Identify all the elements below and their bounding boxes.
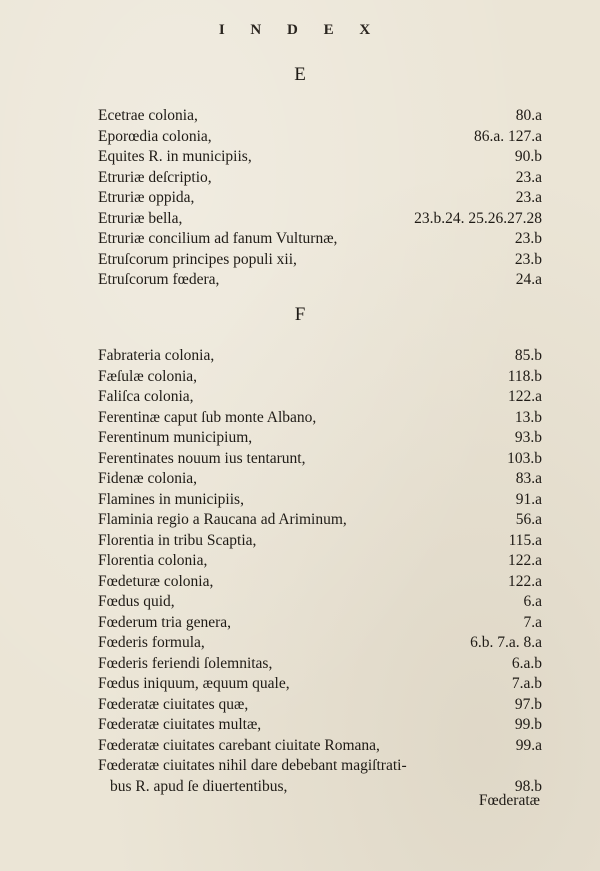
entry-ref: 24.a [515, 271, 542, 288]
entry-term: Florentia colonia, [98, 552, 208, 569]
entry-term: Fœderatæ ciuitates carebant ciuitate Romana, [98, 736, 380, 754]
entry-term-continuation: bus R. apud ſe diuertentibus, [110, 777, 288, 795]
index-entry [98, 209, 542, 230]
index-entry [98, 510, 542, 531]
entry-term: Fœderis feriendi ſolemnitas, [98, 654, 273, 672]
entry-term: Fœdus quid, [98, 593, 175, 610]
entry-ref: 122.a [507, 552, 542, 569]
index-entry [98, 715, 542, 736]
entry-term: Etruriæ oppida, [98, 189, 195, 206]
entry-ref: 118.b [507, 367, 542, 385]
index-entry [98, 449, 542, 470]
index-entry [98, 147, 542, 168]
entry-term: Ferentinum municipium, [98, 429, 253, 446]
entry-ref: 99.a [515, 736, 542, 754]
entry-ref: 90.b [514, 148, 542, 165]
index-entry [98, 490, 542, 511]
section-letter-f: F [294, 304, 306, 325]
entry-term: Fæſulæ colonia, [98, 367, 198, 385]
index-entry [98, 469, 542, 490]
entry-ref: 23.b [514, 230, 542, 247]
index-entry [98, 428, 542, 449]
entry-term: Fœderatæ ciuitates nihil dare debebant magiſtrati- [98, 757, 407, 774]
index-entry [98, 633, 542, 654]
index-entry [98, 756, 542, 797]
entry-ref: 85.b [514, 347, 542, 364]
entry-term: Fœderatæ ciuitates multæ, [98, 716, 262, 733]
entry-ref: 83.a [515, 470, 542, 487]
entry-term: Eporœdia colonia, [98, 127, 212, 145]
entry-term: Faliſca colonia, [98, 388, 194, 405]
entry-term: Ecetrae colonia, [98, 107, 198, 124]
index-entry [98, 250, 542, 271]
entry-ref: 86.a. 127.a [473, 127, 542, 145]
section-letter-e: E [294, 64, 306, 85]
index-entry [98, 551, 542, 572]
entry-term: Flamines in municipiis, [98, 490, 244, 508]
entry-term: Fœdus iniquum, æquum quale, [98, 675, 290, 692]
entry-ref: 80.a [515, 107, 542, 124]
index-entry [98, 736, 542, 757]
index-entry [98, 592, 542, 613]
index-entry [98, 346, 542, 367]
index-entry [98, 572, 542, 593]
index-entry [98, 531, 542, 552]
index-entry [98, 188, 542, 209]
entry-ref: 6.a.b [511, 654, 542, 672]
entry-term: Etruſcorum fœdera, [98, 271, 220, 288]
index-entry [98, 674, 542, 695]
entry-ref: 23.a [515, 189, 542, 206]
section-e-entries [98, 106, 542, 291]
entry-term: Ferentinæ caput ſub monte Albano, [98, 408, 317, 426]
entry-term: Fabrateria colonia, [98, 347, 215, 364]
entry-term: Equites R. in municipiis, [98, 148, 252, 165]
index-entry [98, 367, 542, 388]
entry-ref: 6.b. 7.a. 8.a [470, 634, 542, 651]
index-entry [98, 408, 542, 429]
entry-ref: 7.a.b [511, 675, 542, 692]
entry-term: Flaminia regio a Raucana ad Ariminum, [98, 511, 347, 528]
index-entry [98, 613, 542, 634]
entry-ref: 91.a [515, 490, 542, 508]
running-head: I N D E X [218, 22, 382, 38]
entry-ref: 122.a [507, 572, 542, 590]
entry-ref: 99.b [514, 716, 542, 733]
entry-ref: 13.b [514, 408, 542, 426]
index-entry [98, 127, 542, 148]
entry-ref: 23.b.24. 25.26.27.28 [414, 209, 542, 227]
entry-ref: 56.a [515, 511, 542, 528]
entry-term: Fœderis formula, [98, 634, 205, 651]
entry-ref: 98.b [514, 777, 542, 795]
entry-term: Fœdeturæ colonia, [98, 572, 214, 590]
entry-ref: 115.a [508, 531, 542, 549]
entry-ref: 122.a [507, 388, 542, 405]
catchword: Fœderatæ [478, 792, 540, 809]
index-entry [98, 168, 542, 189]
entry-term: Fœderatæ ciuitates quæ, [98, 695, 249, 713]
entry-term: Etruriæ concilium ad fanum Vulturnæ, [98, 230, 338, 247]
entry-ref: 7.a [523, 613, 542, 631]
index-entry [98, 270, 542, 291]
entry-term: Fœderum tria genera, [98, 613, 231, 631]
entry-ref: 103.b [507, 449, 542, 467]
entry-ref: 6.a [523, 593, 542, 610]
entry-term: Etruriæ deſcriptio, [98, 168, 212, 186]
index-entry [98, 106, 542, 127]
entry-term: Etruſcorum principes populi xii, [98, 250, 297, 268]
index-entry [98, 387, 542, 408]
section-f-entries [98, 346, 542, 797]
entry-ref: 23.a [515, 168, 542, 186]
entry-term: Ferentinates nouum ius tentarunt, [98, 449, 306, 467]
entry-term: Fidenæ colonia, [98, 470, 198, 487]
index-entry [98, 229, 542, 250]
index-entry [98, 654, 542, 675]
entry-ref: 93.b [514, 429, 542, 446]
index-entry [98, 695, 542, 716]
entry-term: Florentia in tribu Scaptia, [98, 531, 257, 549]
entry-ref: 23.b [514, 250, 542, 268]
entry-ref: 97.b [514, 695, 542, 713]
entry-term: Etruriæ bella, [98, 209, 183, 227]
